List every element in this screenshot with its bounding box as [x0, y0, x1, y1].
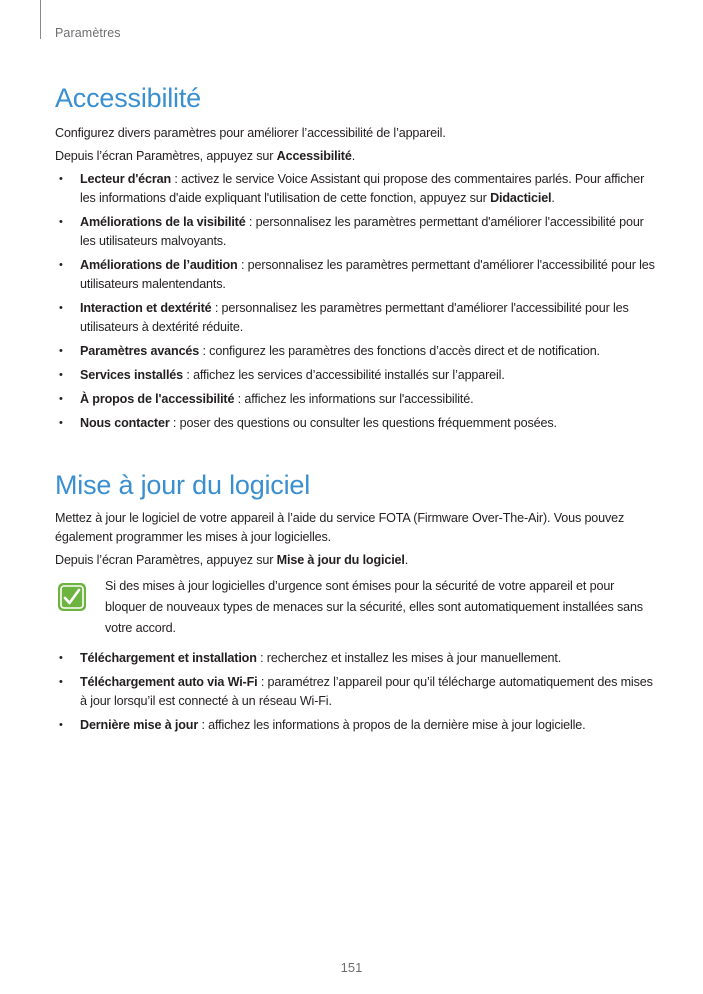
page-number: 151 — [340, 960, 363, 975]
list-item-download-install: • Téléchargement et installation : recherchez et installez les mises à jour manuellement. — [59, 651, 562, 665]
note-callout — [55, 576, 655, 639]
list-item-auto-download-wifi: • Téléchargement auto via Wi-Fi : paramétrez l’appareil pour qu’il télécharge automatiquement des mises à jour lorsqu’il est connecté à un réseau Wi-Fi. — [59, 675, 653, 708]
software-update-intro: Mettez à jour le logiciel de votre appareil à l’aide du service FOTA (Firmware Over-The-Air). Vous pouvez également programmer les mises à jour logicielles. — [55, 511, 625, 544]
accessibility-path: Depuis l’écran Paramètres, appuyez sur Accessibilité. — [55, 149, 356, 163]
accessibility-section — [55, 80, 655, 433]
software-update-path: Depuis l’écran Paramètres, appuyez sur Mise à jour du logiciel. — [55, 553, 409, 567]
accessibility-intro: Configurez divers paramètres pour améliorer l’accessibilité de l’appareil. — [55, 126, 446, 140]
software-update-list — [55, 649, 655, 735]
accessibility-list — [55, 170, 655, 433]
running-header: Paramètres — [55, 26, 121, 40]
list-item-vision: • Améliorations de la visibilité : personnalisez les paramètres permettant d'améliorer l'accessibilité pour les utilisateurs malvoyants. — [59, 215, 644, 248]
list-item-contact-us: • Nous contacter : poser des questions ou consulter les questions fréquemment posées. — [59, 416, 557, 430]
page-content — [55, 80, 655, 740]
software-update-heading: Mise à jour du logiciel — [55, 470, 311, 500]
accessibility-heading: Accessibilité — [55, 83, 201, 113]
list-item-hearing: • Améliorations de l’audition : personnalisez les paramètres permettant d'améliorer l'accessibilité pour les utilisateurs malentendants. — [59, 258, 655, 291]
list-item-dexterity: • Interaction et dextérité : personnalisez les paramètres permettant d'améliorer l'accessibilité pour les utilisateurs à dextérité réduite. — [59, 301, 629, 334]
list-item-screen-reader: • Lecteur d'écran : activez le service Voice Assistant qui propose des commentaires parlés. Pour afficher les informations d'aide expliquant l'utilisation de cette fonction, appuyez sur Didacticiel. — [59, 172, 645, 205]
list-item-installed-services: • Services installés : affichez les services d’accessibilité installés sur l’appareil. — [59, 368, 505, 382]
note-text: Si des mises à jour logicielles d’urgence sont émises pour la sécurité de votre appareil et pour bloquer de nouveaux types de menaces sur la sécurité, elles sont automatiquement installées sans votre accord. — [105, 579, 643, 635]
note-checkmark-icon — [57, 582, 87, 612]
list-item-advanced: • Paramètres avancés : configurez les paramètres des fonctions d’accès direct et de notification. — [59, 344, 600, 358]
software-update-section — [55, 467, 655, 735]
list-item-last-update: • Dernière mise à jour : affichez les informations à propos de la dernière mise à jour logicielle. — [59, 718, 586, 732]
header-rule — [40, 0, 41, 39]
list-item-about-accessibility: • À propos de l'accessibilité : affichez les informations sur l'accessibilité. — [59, 392, 474, 406]
